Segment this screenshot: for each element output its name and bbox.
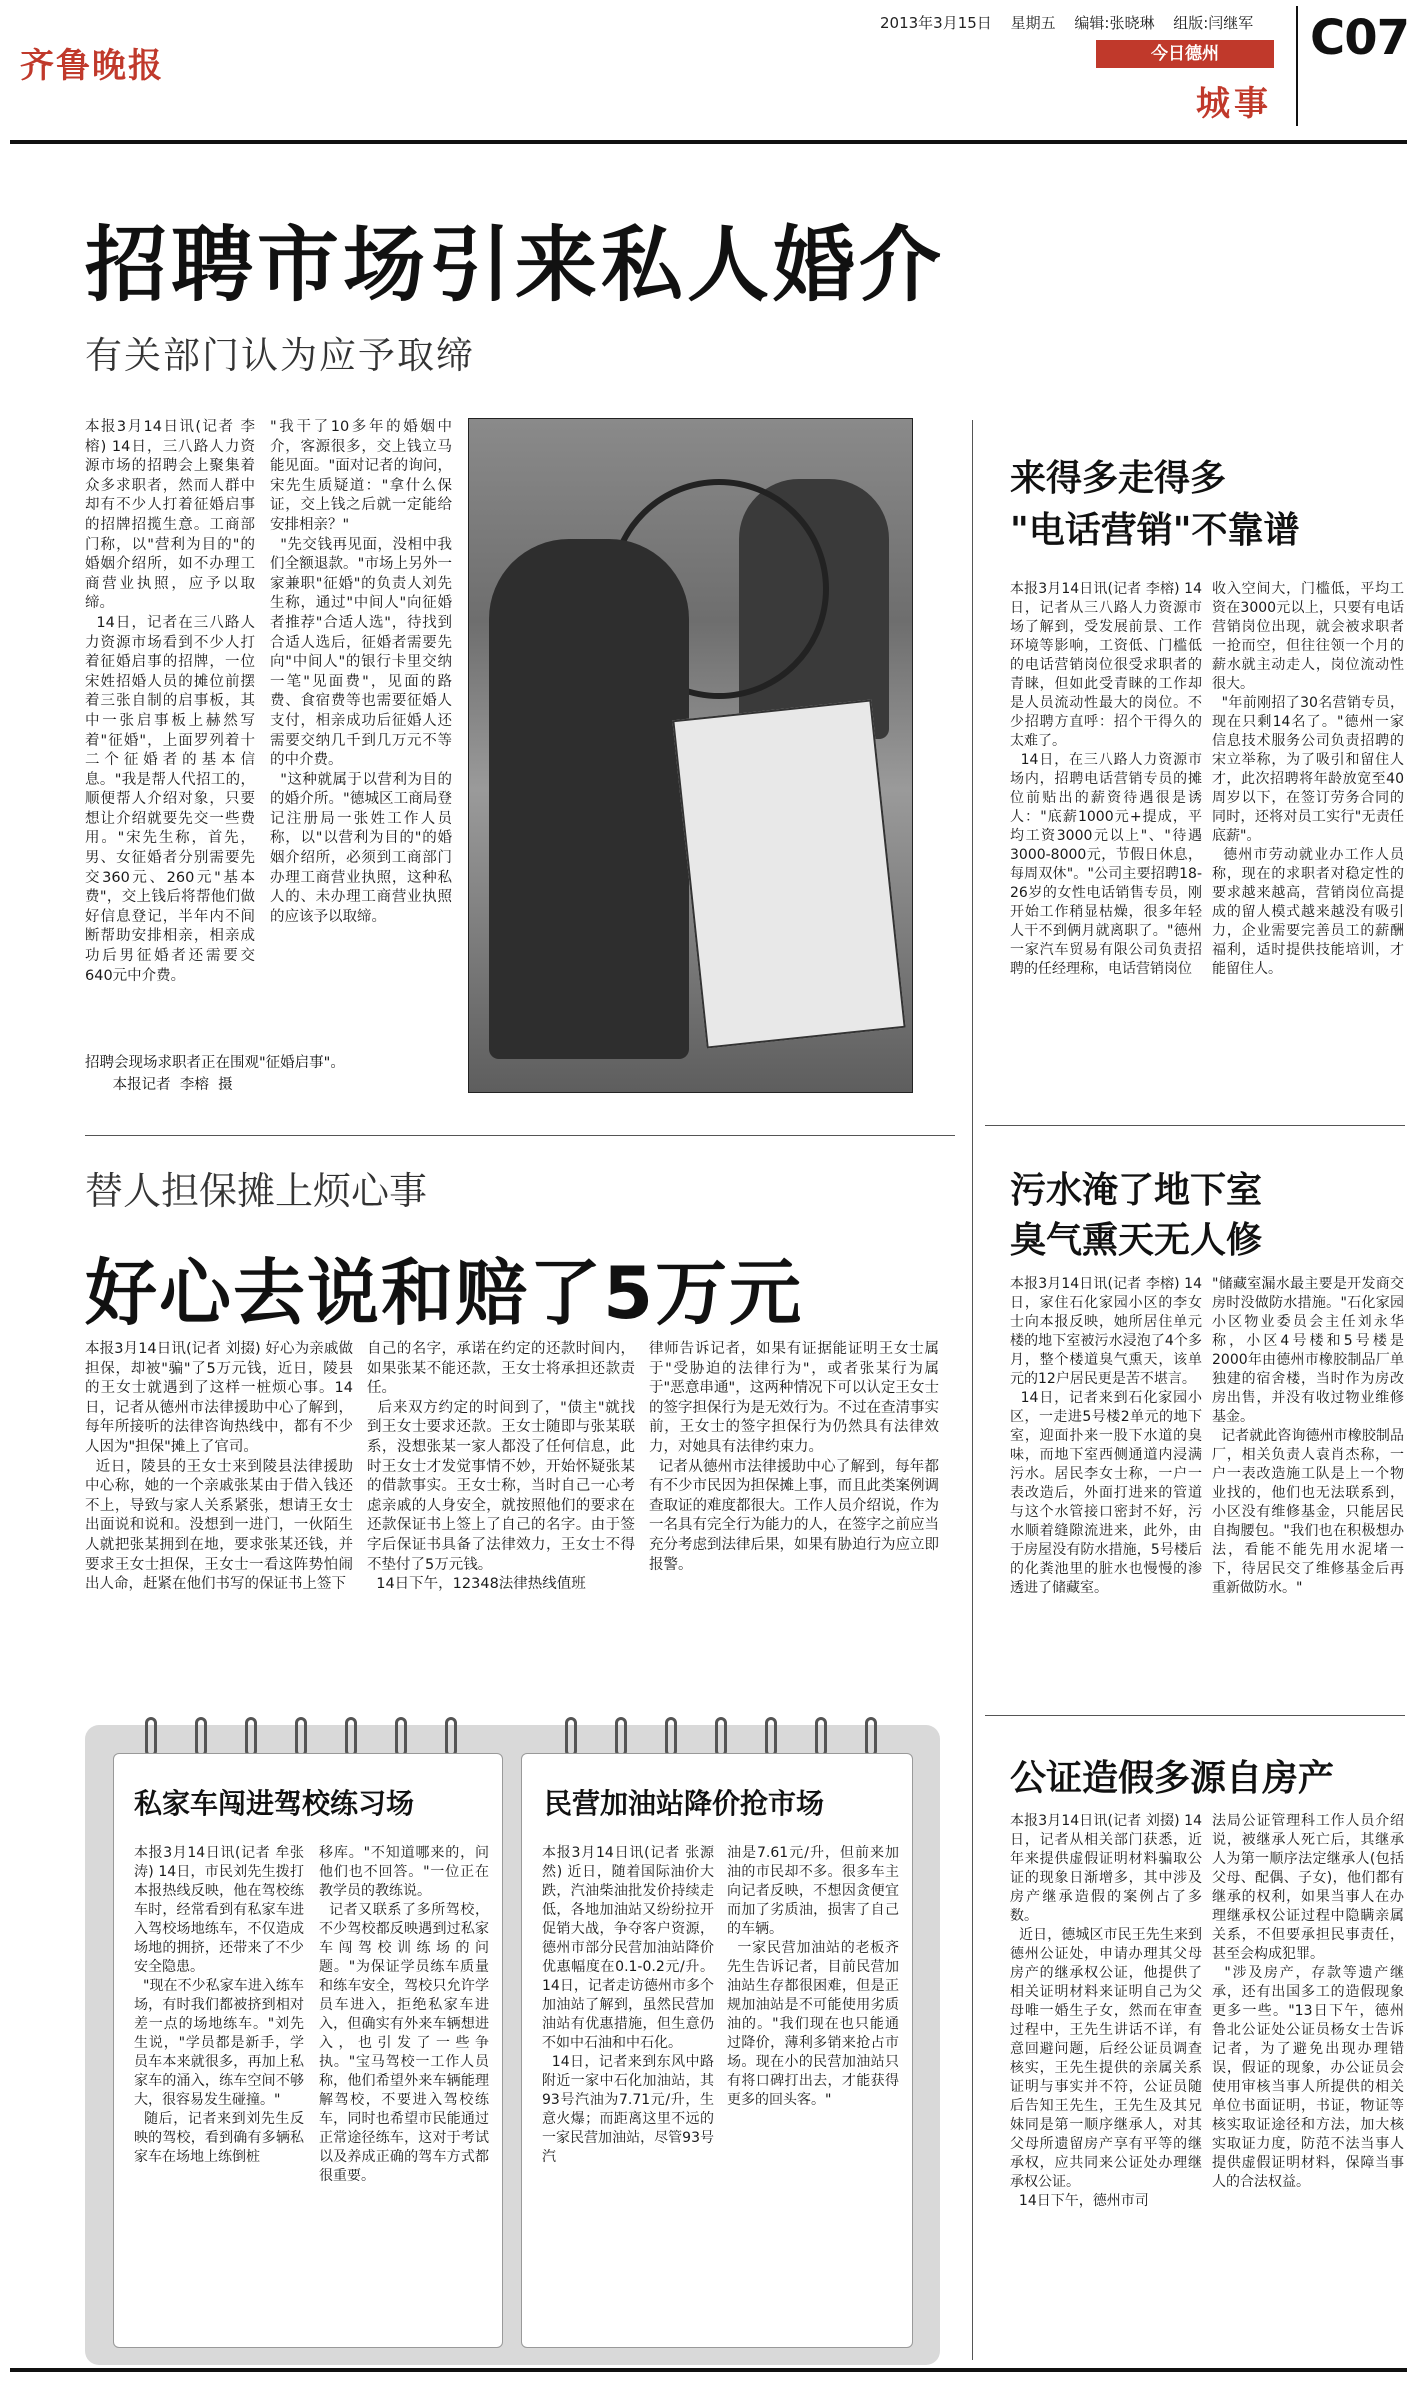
right2-body-col1: 本报3月14日讯(记者 李榕) 14日，家住石化家园小区的李女士向本报反映，她所居住单元楼的地下室被污水浸泡了4个多月，整个楼道臭气熏天，该单元的12户居民更是苦不堪言。 14日，记者来到石化家园小区，一走进5号楼2单元的地下室，迎面扑来一股下水道的臭味，而地下室西侧通道内浸满污水。居民李女士称，一户一表改造后，外面打进来的管道与这个水管接口密封不好，污水顺着缝隙流进来，此外，由于房屋没有防水措施，5号楼后的化粪池里的脏水也慢慢的渗透进了储藏室。 — [1010, 1276, 1202, 1596]
right3-body-col2: 法局公证管理科工作人员介绍说，被继承人死亡后，其继承人为第一顺序法定继承人(包括父母、配偶、子女)，他们都有继承的权利，如果当事人在办理继承权公证过程中隐瞒亲属关系，不但要承担民事责任，甚至会构成犯罪。 "涉及房产，存款等遗产继承，还有出国多工的造假现象更多一些。"13日下午，德州鲁北公证处公证员杨女士告诉记者，为了避免出现办理错误，假证的现象，办公证员会使用审核当事人所提供的相关单位书面证明，书证，物证等核实取证途径和方法，加大核实取证力度，防范不法当事人提供虚假证明材料，保障当事人的合法权益。 — [1212, 1813, 1404, 2190]
right1-body-col1: 本报3月14日讯(记者 李榕) 14日，记者从三八路人力资源市场了解到，受发展前景、工作环境等影响，工资低、门槛低的电话营销岗位很受求职者的青睐，但如此受青睐的工作却是人员流动性最大的岗位。不少招聘方直呼：招个干得久的太难了。 14日，在三八路人力资源市场内，招聘电话营销专员的摊位前贴出的薪资待遇很是诱人："底薪1000元+提成，平均工资3000元以上"、"待遇3000-8000元，节假日休息，每周双休"。"公司主要招聘18-26岁的女性电话销售专员，刚开始工作稍显枯燥，很多年轻人干不到俩月就离职了。"德州一家汽车贸易有限公司负责招聘的任经理称，电话营销岗位 — [1010, 581, 1202, 977]
page-code: C07 — [1310, 10, 1410, 66]
bottom-headline: 好心去说和赔了5万元 — [85, 1251, 804, 1335]
lead-body-col1: 本报3月14日讯(记者 李榕) 14日，三八路人力资源市场的招聘会上聚集着众多求职者，然而人群中却有不少人打着征婚启事的招牌招揽生意。工商部门称，以"营利为目的"的婚姻介绍所，如不办理工商营业执照，应予以取缔。 14日，记者在三八路人力资源市场看到不少人打着征婚启事的招牌，一位宋姓招婚人员的摊位前摆着三张自制的启事板，其中一张启事板上赫然写着"征婚"，上面罗列着十二个征婚者的基本信息。"我是帮人代招工的，顺便帮人介绍对象，只要想让介绍就要先交一些费用。"宋先生称，首先，男、女征婚者分别需要先交360元、260元"基本费"，交上钱后将帮他们做好信息登记，半年内不间断帮助安排相亲，相亲成功后男征婚者还需要交640元中介费。 — [85, 419, 255, 984]
notebook-box — [85, 1725, 940, 2365]
ring — [615, 1717, 627, 1757]
bottom-kicker: 替人担保摊上烦心事 — [85, 1169, 428, 1213]
ring — [245, 1717, 257, 1757]
issue-layout: 组版:闫继军 — [1173, 14, 1254, 32]
rule — [985, 1125, 1405, 1126]
right2-headline-b: 臭气熏天无人修 — [1010, 1220, 1263, 1261]
ring — [295, 1717, 307, 1757]
right1-headline-b: "电话营销"不靠谱 — [1010, 510, 1300, 551]
ring — [665, 1717, 677, 1757]
issue-date: 2013年3月15日 — [880, 14, 992, 32]
ring — [865, 1717, 877, 1757]
ring — [765, 1717, 777, 1757]
top-rule — [10, 140, 1407, 144]
notebook-left-col1: 本报3月14日讯(记者 牟张涛) 14日，市民刘先生拨打本报热线反映，他在驾校练车时，经常看到有私家车进入驾校场地练车，不仅造成场地的拥挤，还带来了不少安全隐患。 "现在不少私家车进入练车场，有时我们都被挤到相对差一点的场地练车。"刘先生说，"学员都是新手，学员车本来就很多，再加上私家车的涌入，练车空间不够大，很容易发生碰撞。" 随后，记者来到刘先生反映的驾校，看到确有多辆私家车在场地上练倒桩 — [134, 1845, 304, 2165]
right1-body-col2: 收入空间大，门槛低，平均工资在3000元以上，只要有电话营销岗位出现，就会被求职者一抢而空，但往往领一个月的薪水就主动走人，岗位流动性很大。 "年前刚招了30名营销专员，现在只剩14名了。"德州一家信息技术服务公司负责招聘的宋立举称，为了吸引和留住人才，此次招聘将年龄放宽至40周岁以下，在签订劳务合同的同时，还将对员工实行"无责任底薪"。 德州市劳动就业办工作人员称，现在的求职者对稳定性的要求越来越高，营销岗位高提成的留人模式越来越没有吸引力，企业需要完善员工的薪酬福利，适时提供技能培训，才能留住人。 — [1212, 581, 1404, 977]
masthead-divider — [1296, 6, 1298, 126]
ring — [345, 1717, 357, 1757]
rule — [85, 1135, 955, 1136]
section-name: 城事 — [1196, 84, 1272, 124]
ring — [145, 1717, 157, 1757]
bottom-rule — [10, 2368, 1407, 2372]
ring — [195, 1717, 207, 1757]
right2-headline-a: 污水淹了地下室 — [1010, 1170, 1263, 1211]
bottom-body-col2: 自己的名字，承诺在约定的还款时间内，如果张某不能还款，王女士将承担还款责任。 后来双方约定的时间到了，"债主"就找到王女士要求还款。王女士随即与张某联系，没想张某一家人都没了任何信息，此时王女士才发觉事情不妙，开始怀疑张某的借款事实。王女士称，当时自己一心考虑亲戚的人身安全，就按照他们的要求在还款保证书上签上了自己的名字。由于签字后保证书具备了法律效力，王女士不得不垫付了5万元钱。 14日下午，12348法律热线值班 — [367, 1341, 635, 1593]
right3-headline: 公证造假多源自房产 — [1010, 1758, 1335, 1799]
photo-figure — [489, 539, 689, 1059]
notebook-right-col1: 本报3月14日讯(记者 张源然) 近日，随着国际油价大跌，汽油柴油批发价持续走低，各地加油站又纷纷拉开促销大战，争夺客户资源，德州市部分民营加油站降价优惠幅度在0.1-0.2元/升。14日，记者走访德州市多个加油站了解到，虽然民营加油站有优惠措施，但生意仍不如中石油和中石化。 14日，记者来到东风中路附近一家中石化加油站，其93号汽油为7.71元/升，生意火爆；而距离这里不远的一家民营加油站，尽管93号汽 — [542, 1845, 714, 2165]
lead-photo-caption: 招聘会现场求职者正在围观"征婚启事"。 本报记者 李榕 摄 — [85, 1055, 345, 1093]
notebook-left-col2: 移库。"不知道哪来的，问他们也不回答。"一位正在教学员的教练说。 记者又联系了多所驾校，不少驾校都反映遇到过私家车闯驾校训练场的问题。"为保证学员练车质量和练车安全，驾校只允许学员车进入，拒绝私家车进入，但确实有外来车辆想进入，也引发了一些争执。"宝马驾校一工作人员称，他们希望外来车辆能理解驾校，不要进入驾校练车，同时也希望市民能通过正常途径练车，这对于考试以及养成正确的驾车方式都很重要。 — [319, 1845, 489, 2184]
photo-sign-board — [672, 699, 905, 1048]
newspaper-brand: 齐鲁晚报 — [20, 46, 164, 86]
right1-headline-a: 来得多走得多 — [1010, 458, 1227, 499]
rule — [985, 1715, 1405, 1716]
notebook-left-title: 私家车闯进驾校练习场 — [134, 1787, 415, 1820]
right2-body-col2: "储藏室漏水最主要是开发商交房时没做防水措施。"石化家园小区物业委员会主任刘永华称，小区4号楼和5号楼是2000年由德州市橡胶制品厂单独建的宿舍楼，当时作为房改房出售，并没有收过物业维修基金。 记者就此咨询德州市橡胶制品厂，相关负责人袁肖杰称，一户一表改造施工队是上一个物业找的，他们也无法联系到，小区没有维修基金，只能居民自掏腰包。"我们也在积极想办法，看能不能先用水泥堵一下，待居民交了维修基金后再重新做防水。" — [1212, 1276, 1404, 1596]
lead-body-col2: "我干了10多年的婚姻中介，客源很多，交上钱立马能见面。"面对记者的询问，宋先生质疑道："拿什么保证，交上钱之后就一定能给安排相亲？" "先交钱再见面，没相中我们全额退款。"市场上另外一家兼职"征婚"的负责人刘先生称，通过"中间人"向征婚者推荐"合适人选"，待找到合适人选后，征婚者需要先向"中间人"的银行卡里交纳一笔"见面费"，见面的路费、食宿费等也需要征婚人支付，相亲成功后征婚人还需要交纳几千到几万元不等的中介费。 "这种就属于以营利为目的的婚介所。"德城区工商局登记注册局一张姓工作人员称，以"以营利为目的"的婚姻介绍所，必须到工商部门办理工商营业执照，这种私人的、未办理工商营业执照的应该予以取缔。 — [270, 419, 452, 925]
issue-weekday: 星期五 — [1010, 14, 1056, 32]
notebook-right-col2: 油是7.61元/升，但前来加油的市民却不多。很多车主向记者反映，不想因贪便宜而加了劣质油，损害了自己的车辆。 一家民营加油站的老板齐先生告诉记者，目前民营加油站生存都很困难，但是正规加油站是不可能使用劣质油的。"我们现在也只能通过降价，薄利多销来抢占市场。现在小的民营加油站只有将口碑打出去，才能获得更多的回头客。" — [727, 1845, 899, 2108]
section-bar: 今日德州 — [1096, 40, 1274, 68]
ring — [715, 1717, 727, 1757]
ring — [565, 1717, 577, 1757]
issue-meta — [880, 12, 1267, 33]
lead-photo — [468, 418, 913, 1093]
lead-headline: 招聘市场引来私人婚介 — [85, 218, 946, 313]
bottom-body-col1: 本报3月14日讯(记者 刘掇) 好心为亲戚做担保，却被"骗"了5万元钱，近日，陵县的王女士就遇到了这样一桩烦心事。14日，记者从德州市法律援助中心了解到，每年所接听的法律咨询热线中，都有不少人因为"担保"摊上了官司。 近日，陵县的王女士来到陵县法律援助中心称，她的一个亲戚张某由于借入钱还不上，导致与家人关系紧张，想请王女士出面说和说和。没想到一进门，一伙陌生人就把张某拥到在地，要求张某还钱，并要求王女士担保，王女士一看这阵势怕闹出人命，赶紧在他们书写的保证书上签下 — [85, 1341, 353, 1593]
lead-subheadline: 有关部门认为应予取缔 — [85, 334, 475, 377]
issue-editor: 编辑:张晓琳 — [1074, 14, 1155, 32]
ring — [395, 1717, 407, 1757]
column-separator — [972, 420, 973, 2360]
ring — [445, 1717, 457, 1757]
ring — [815, 1717, 827, 1757]
notebook-right-title: 民营加油站降价抢市场 — [544, 1787, 825, 1820]
right3-body-col1: 本报3月14日讯(记者 刘掇) 14日，记者从相关部门获悉，近年来提供虚假证明材料骗取公证的现象日渐增多，其中涉及房产继承造假的案例占了多数。 近日，德城区市民王先生来到德州公证处，申请办理其父母房产的继承权公证，他提供了相关证明材料来证明自己为父母唯一婚生子女，然而在审查过程中，王先生讲话不详，有意回避问题，后经公证员调查核实，王先生提供的亲属关系证明与事实并不符，公证员随后告知王先生，王先生及其兄妹同是第一顺序继承人，对其父母所遗留房产享有平等的继承权，应共同来公证处办理继承权公证。 14日下午，德州市司 — [1010, 1813, 1202, 2209]
notebook-right-page — [521, 1753, 913, 2348]
notebook-left-page — [113, 1753, 503, 2348]
bottom-body-col3: 律师告诉记者，如果有证据能证明王女士属于"受胁迫的法律行为"，或者张某行为属于"恶意串通"，这两种情况下可以认定王女士的签字担保行为是无效行为。不过在查清事实前，王女士的签字担保行为仍然具有法律效力，对她具有法律约束力。 记者从德州市法律援助中心了解到，每年都有不少市民因为担保摊上事，而且此类案例调查取证的难度都很大。工作人员介绍说，作为一名具有完全行为能力的人，在签字之前应当充分考虑到法律后果，如果有胁迫行为应立即报警。 — [649, 1341, 939, 1573]
